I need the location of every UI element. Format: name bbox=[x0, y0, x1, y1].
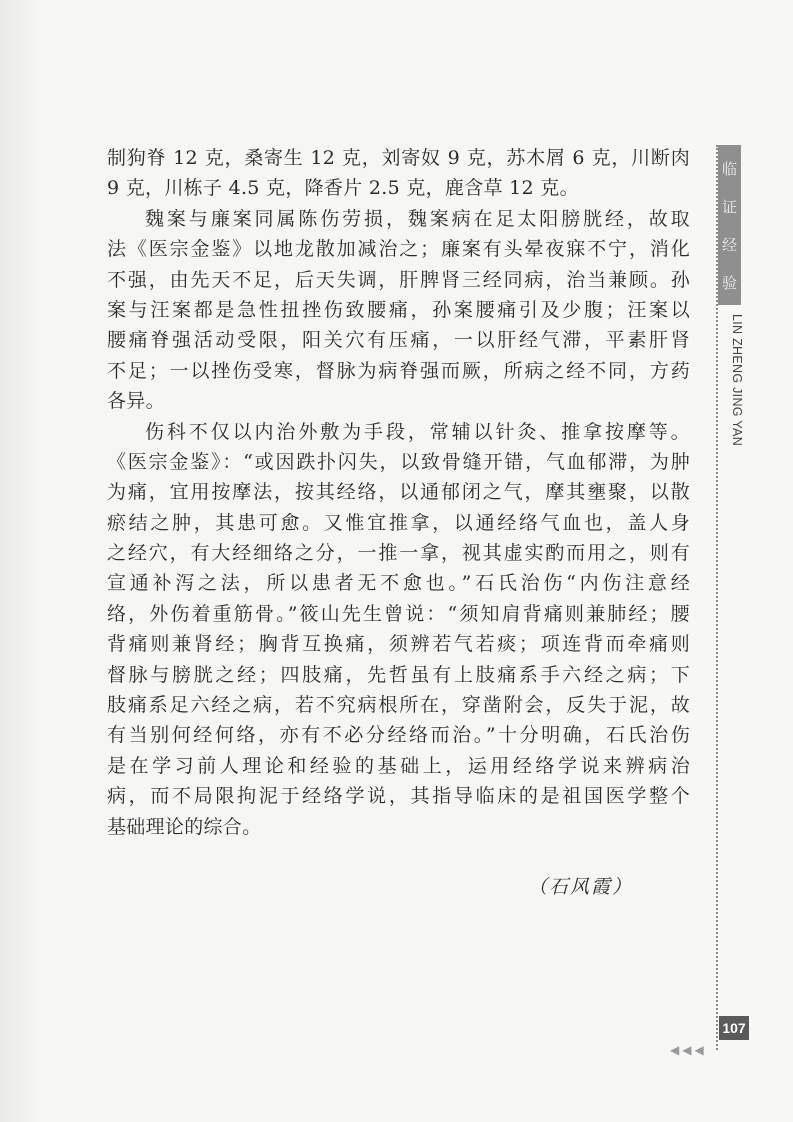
page-number: 107 bbox=[719, 1016, 749, 1040]
author-attribution: （石风霞） bbox=[528, 876, 634, 898]
text-line: 病，而不局限拘泥于经络学说，其指导临床的是祖国医学整个 bbox=[107, 785, 690, 808]
text-line: 背痛则兼肾经；胸背互换痛，须辨若气若痰；项连背而牵痛则 bbox=[107, 633, 690, 656]
section-tab bbox=[718, 145, 741, 305]
text-line: 瘀结之肿，其患可愈。又惟宜推拿，以通经络气血也，盖人身 bbox=[107, 511, 690, 534]
text-line: 肢痛系足六经之病，若不究病根所在，穿凿附会，反失于泥，故 bbox=[107, 694, 690, 717]
text-line: 法《医宗金鉴》以地龙散加减治之；廉案有头晕夜寐不宁，消化 bbox=[107, 238, 690, 261]
text-line: 各异。 bbox=[107, 390, 165, 413]
arrow-left-icon: ◀◀◀ bbox=[670, 1043, 707, 1057]
body-text bbox=[107, 143, 690, 842]
section-tab-char: 证 bbox=[721, 197, 737, 216]
text-line: 之经穴，有大经细络之分，一推一拿，视其虚实酌而用之，则有 bbox=[107, 542, 690, 565]
text-line: 制狗脊 12 克，桑寄生 12 克，刘寄奴 9 克，苏木屑 6 克，川断肉 bbox=[107, 147, 690, 169]
text-line: 为痛，宜用按摩法，按其经络，以通郁闭之气，摩其壅聚，以散 bbox=[107, 481, 690, 504]
text-line: 是在学习前人理论和经验的基础上，运用经络学说来辨病治 bbox=[107, 754, 690, 777]
text-line: 《医宗金鉴》：“或因跌扑闪失，以致骨缝开错，气血郁滞，为肿 bbox=[107, 450, 690, 473]
text-line: 不足；一以挫伤受寒，督脉为病脊强而厥，所病之经不同，方药 bbox=[107, 359, 690, 382]
text-line: 伤科不仅以内治外敷为手段，常辅以针灸、推拿按摩等。 bbox=[145, 420, 690, 443]
text-line: 9 克，川栋子 4.5 克，降香片 2.5 克，鹿含草 12 克。 bbox=[107, 177, 579, 200]
section-tab-char: 验 bbox=[721, 273, 737, 292]
section-pinyin-text: LIN ZHENG JING YAN bbox=[730, 313, 744, 447]
text-line: 督脉与膀胱之经；四肢痛，先哲虽有上肢痛系手六经之病；下 bbox=[107, 663, 690, 686]
text-line: 宣通补泻之法，所以患者无不愈也。”石氏治伤“内伤注意经 bbox=[107, 572, 690, 595]
text-line: 不强，由先天不足，后天失调，肝脾肾三经同病，治当兼顾。孙 bbox=[107, 268, 690, 291]
section-tab-char: 临 bbox=[721, 159, 737, 178]
text-line: 络，外伤着重筋骨。”筱山先生曾说：“须知肩背痛则兼肺经；腰 bbox=[107, 602, 690, 625]
text-line: 腰痛脊强活动受限，阳关穴有压痛，一以肝经气滞，平素肝肾 bbox=[107, 329, 690, 352]
text-line: 基础理论的综合。 bbox=[107, 815, 262, 838]
text-line: 案与汪案都是急性扭挫伤致腰痛，孙案腰痛引及少腹；汪案以 bbox=[107, 298, 690, 321]
section-pinyin bbox=[729, 310, 745, 450]
text-line: 有当别何经何络，亦有不必分经络而治。”十分明确，石氏治伤 bbox=[107, 724, 690, 747]
text-line: 魏案与廉案同属陈伤劳损，魏案病在足太阳膀胱经，故取 bbox=[145, 207, 690, 230]
section-tab-char: 经 bbox=[721, 235, 737, 254]
